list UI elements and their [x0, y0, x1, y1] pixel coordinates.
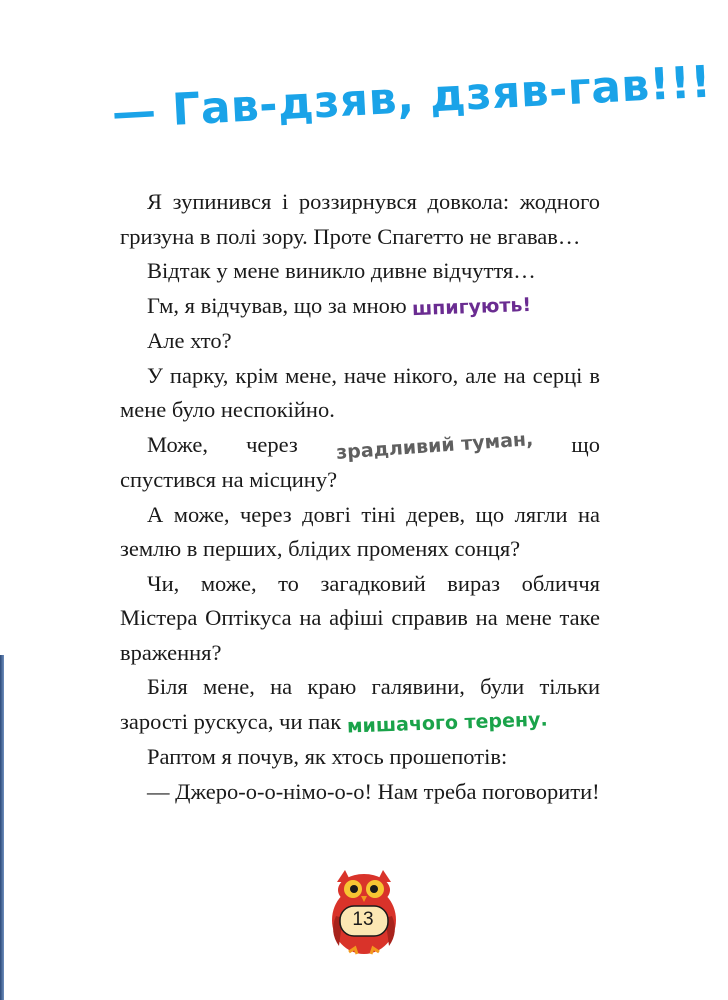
paragraph-9	[120, 670, 600, 740]
paragraph-11: — Джеро-о-о-німо-о-о! Нам треба поговорити!	[147, 778, 600, 804]
paragraph-9-text: Біля мене, на краю галявини, були тільки зарості рускуса, чи пак	[120, 674, 600, 734]
paragraph-5: У парку, крім мене, наче нікого, але на серці в мене було неспокійно.	[120, 362, 600, 422]
paragraph-6-text: Може, через	[147, 431, 336, 457]
highlight-spying: шпигують!	[412, 293, 532, 320]
paragraph-7: А може, через довгі тіні дерев, що лягли на землю в перших, блідих променях сонця?	[120, 501, 600, 561]
paragraph-6-tail: що спустився на місцину?	[120, 431, 600, 492]
paragraph-8: Чи, може, то загадковий вираз обличчя Містера Оптікуса на афіші справив на мене таке враження?	[120, 570, 600, 665]
paragraph-10: Раптом я почув, як хтось прошепотів:	[147, 744, 508, 769]
highlight-fog: зрадливий туман,	[335, 427, 534, 464]
story-text	[120, 185, 600, 809]
paragraph-2: Відтак у мене виникло дивне відчуття…	[147, 258, 536, 283]
chapter-headline: — Гав-дзяв, дзяв-гав!!!	[110, 56, 713, 139]
paragraph-3-text: Гм, я відчував, що за мною	[147, 292, 413, 318]
paragraph-4: Але хто?	[147, 328, 232, 353]
paragraph-1: Я зупинився і роззирнувся довкола: жодного гризуна в полі зору. Проте Спагетто не вгавав…	[120, 189, 600, 249]
page-number: 13	[352, 909, 374, 930]
page-edge-strip	[0, 655, 4, 1000]
paragraph-3	[120, 289, 600, 325]
highlight-thorn: мишачого терену.	[346, 708, 548, 737]
paragraph-6	[120, 428, 600, 498]
